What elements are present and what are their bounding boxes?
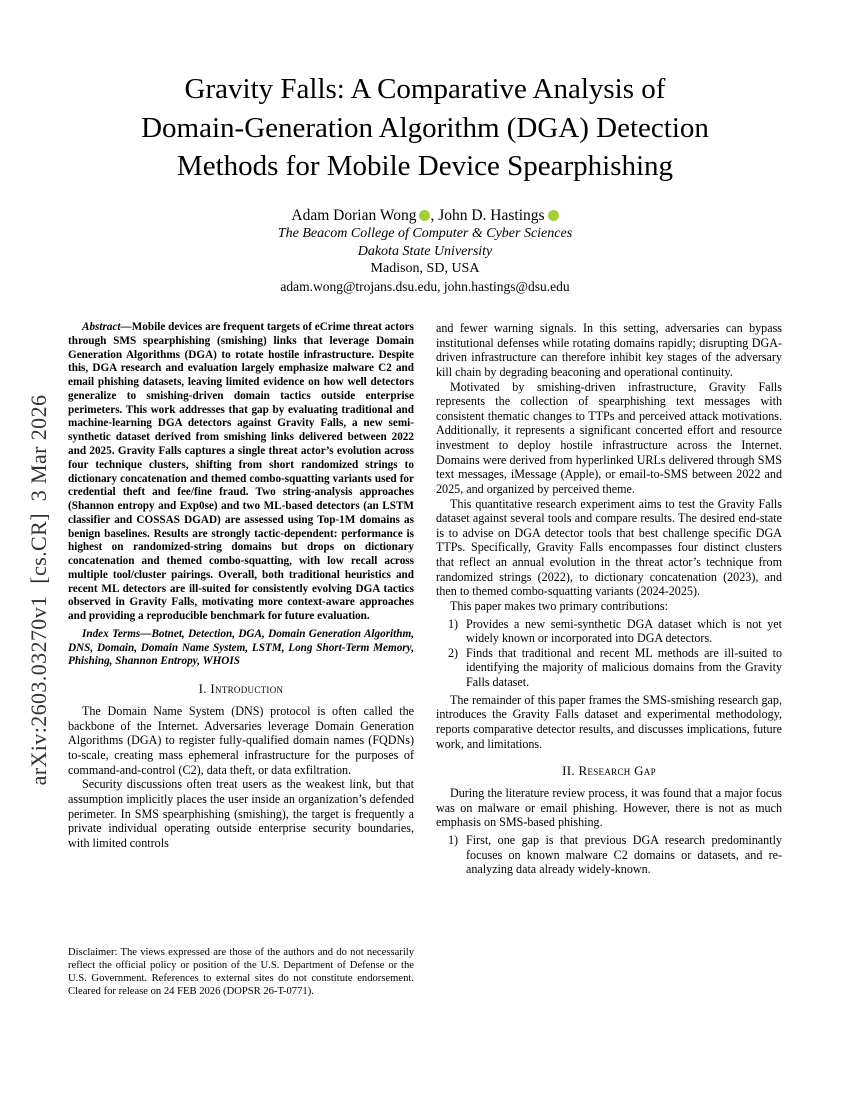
abstract-text: Mobile devices are frequent targets of eCrime threat actors through SMS spearphishing (smishing) links that leverage Domain Generation Algorithms (DGA) to rotate hostile infrastructure. Despite this, DGA research and evaluation largely emphasize malware C2 and email phishing datasets, leaving limited evidence on how well detectors generalize to smishing-driven domain tactics outside enterprise perimeters. This work addresses that gap by evaluating traditional and machine-learning DGA detectors against Gravity Falls, a new semi-synthetic dataset derived from smishing links delivered between 2022 and 2025. Gravity Falls captures a single threat actor’s evolution across four technique clusters, shifting from short randomized strings to dictionary concatenation and themed combo-squatting variants used for credential theft and fee/fine fraud. Two string-analysis approaches (Shannon entropy and Exp0se) and two ML-based detectors (an LSTM classifier and COSSAS DGAD) are assessed using Top-1M domains as benign baselines. Results are strongly tactic-dependent: performance is highest on randomized-string domains but drops on dictionary concatenation and themed combo-squatting, with low recall across multiple tool/cluster pairings. Overall, both traditional heuristics and recent ML detectors are ill-suited for consistently evolving DGA tactics observed in Gravity Falls, motivating more context-aware approaches and providing a reproducible benchmark for future evaluation. [68,321,414,623]
index-terms-label: Index Terms— [82,627,152,640]
paper-title-line-2: Domain-Generation Algorithm (DGA) Detection [141,111,709,144]
index-terms [68,628,414,669]
orcid-icon [419,210,430,221]
right-column [436,321,782,999]
contribution-item-2-number: 2) [448,645,459,660]
paper-title-line-1: Gravity Falls: A Comparative Analysis of [184,73,666,105]
abstract [68,321,414,624]
affiliation-college: The Beacom College of Computer & Cyber Sciences [277,226,573,242]
research-gap-paragraph-1: During the literature review process, it was found that a major focus was on malware or email phishing. However, there is not as much emphasis on SMS-based phishing. [436,786,782,830]
author-emails: adam.wong@trojans.dsu.edu, john.hastings@dsu.edu [280,279,570,295]
contribution-item-1-number: 1) [448,616,459,631]
author-separator: , [430,206,439,224]
contribution-item-1-text: Provides a new semi-synthetic DGA dataset which is not yet widely known or incorporated into DGA detectors. [466,616,782,646]
author-names [68,206,782,226]
intro-paragraph-1: The Domain Name System (DNS) protocol is often called the backbone of the Internet. Adversaries leverage Domain Generation Algorithms (DGA) to register fully-qualified domain names (FQDNs) to-scale, creating mass ephemeral infrastructure for the purposes of command-and-control (C2), data theft, or data exfiltration. [68,704,414,777]
orcid-icon [548,210,559,221]
author-1-name: Adam Dorian Wong [291,206,417,224]
abstract-label: Abstract— [82,321,132,334]
research-gap-item-1-number: 1) [448,833,459,848]
contribution-item-2 [448,646,782,690]
affiliation-university: Dakota State University [357,243,493,259]
right-paragraph-3: This quantitative research experiment aims to test the Gravity Falls dataset against several tools and compare results. The desired end-state is to advise on DGA detector tools that best challenge specific DGA TTPs. Specifically, Gravity Falls encompasses four distinct clusters that reflect an annual evolution in the threat actor’s technique from randomized strings (2022), to dictionary concatenation (2023), and then to themed combo-squatting variants (2024-2025). [436,496,782,599]
paper-title [68,70,782,186]
left-column [68,321,414,999]
arxiv-watermark: arXiv:2603.03270v1 [cs.CR] 3 Mar 2026 [26,394,51,786]
paper-outline-paragraph: The remainder of this paper frames the SMS-smishing research gap, introduces the Gravity Falls dataset and experimental methodology, reports comparative detector results, and discusses implications, future work, and limitations. [436,692,782,751]
contributions-list [448,617,782,690]
right-paragraph-2: Motivated by smishing-driven infrastructure, Gravity Falls represents the collection of spearphishing text messages with consistent thematic changes to TTPs and perceived attack motivations. Additionally, it represents a significant concerted effort and resource investment to deploy hostile infrastructure across the Internet. Domains were derived from hyperlinked URLs delivered through SMS text messages, iMessage (Apple), or email-to-SMS between 2022 and 2025, and organized by perceived theme. [436,379,782,496]
contribution-item-1 [448,617,782,646]
author-2-name: John D. Hastings [438,206,545,224]
section-heading-research-gap: II. Research Gap [562,763,656,779]
research-gap-item-1-text: First, one gap is that previous DGA research predominantly focuses on known malware C2 domains or datasets, and re-analyzing data already widely-known. [466,833,782,877]
disclaimer-footnote: Disclaimer: The views expressed are those of the authors and do not necessarily reflect the official policy or position of the U.S. Department of Defense or the U.S. Government. References to external sites do not constitute endorsement. Cleared for release on 24 FEB 2026 (DOPSR 26-T-0771). [68,947,414,998]
research-gap-item-1 [448,833,782,877]
right-paragraph-1: and fewer warning signals. In this setting, adversaries can bypass institutional defenses while rotating domains rapidly; disrupting DGA-driven infrastructure can therefore inhibit key stages of the adversary kill chain by degrading beaconing and operational continuity. [436,321,782,379]
affiliation-location: Madison, SD, USA [370,261,480,277]
paper-title-line-3: Methods for Mobile Device Spearphishing [176,150,674,183]
author-block [68,206,782,295]
section-heading-introduction: I. Introduction [198,681,284,697]
intro-paragraph-2: Security discussions often treat users as the weakest link, but that assumption implicitly places the user inside an organization’s defended perimeter. In SMS spearphishing (smishing), the target is frequently a private individual operating outside enterprise security boundaries, with limited controls [68,777,414,850]
two-column-body [68,321,782,999]
contribution-item-2-text: Finds that traditional and recent ML methods are ill-suited to identifying the majority of malicious domains from the Gravity Falls dataset. [466,645,782,690]
research-gap-list [448,833,782,877]
contributions-intro: This paper makes two primary contributions: [450,598,668,613]
index-terms-text: Botnet, Detection, DGA, Domain Generation Algorithm, DNS, Domain, Domain Name System, LSTM, Long Short-Term Memory, Phishing, Shannon Entropy, WHOIS [68,627,414,668]
